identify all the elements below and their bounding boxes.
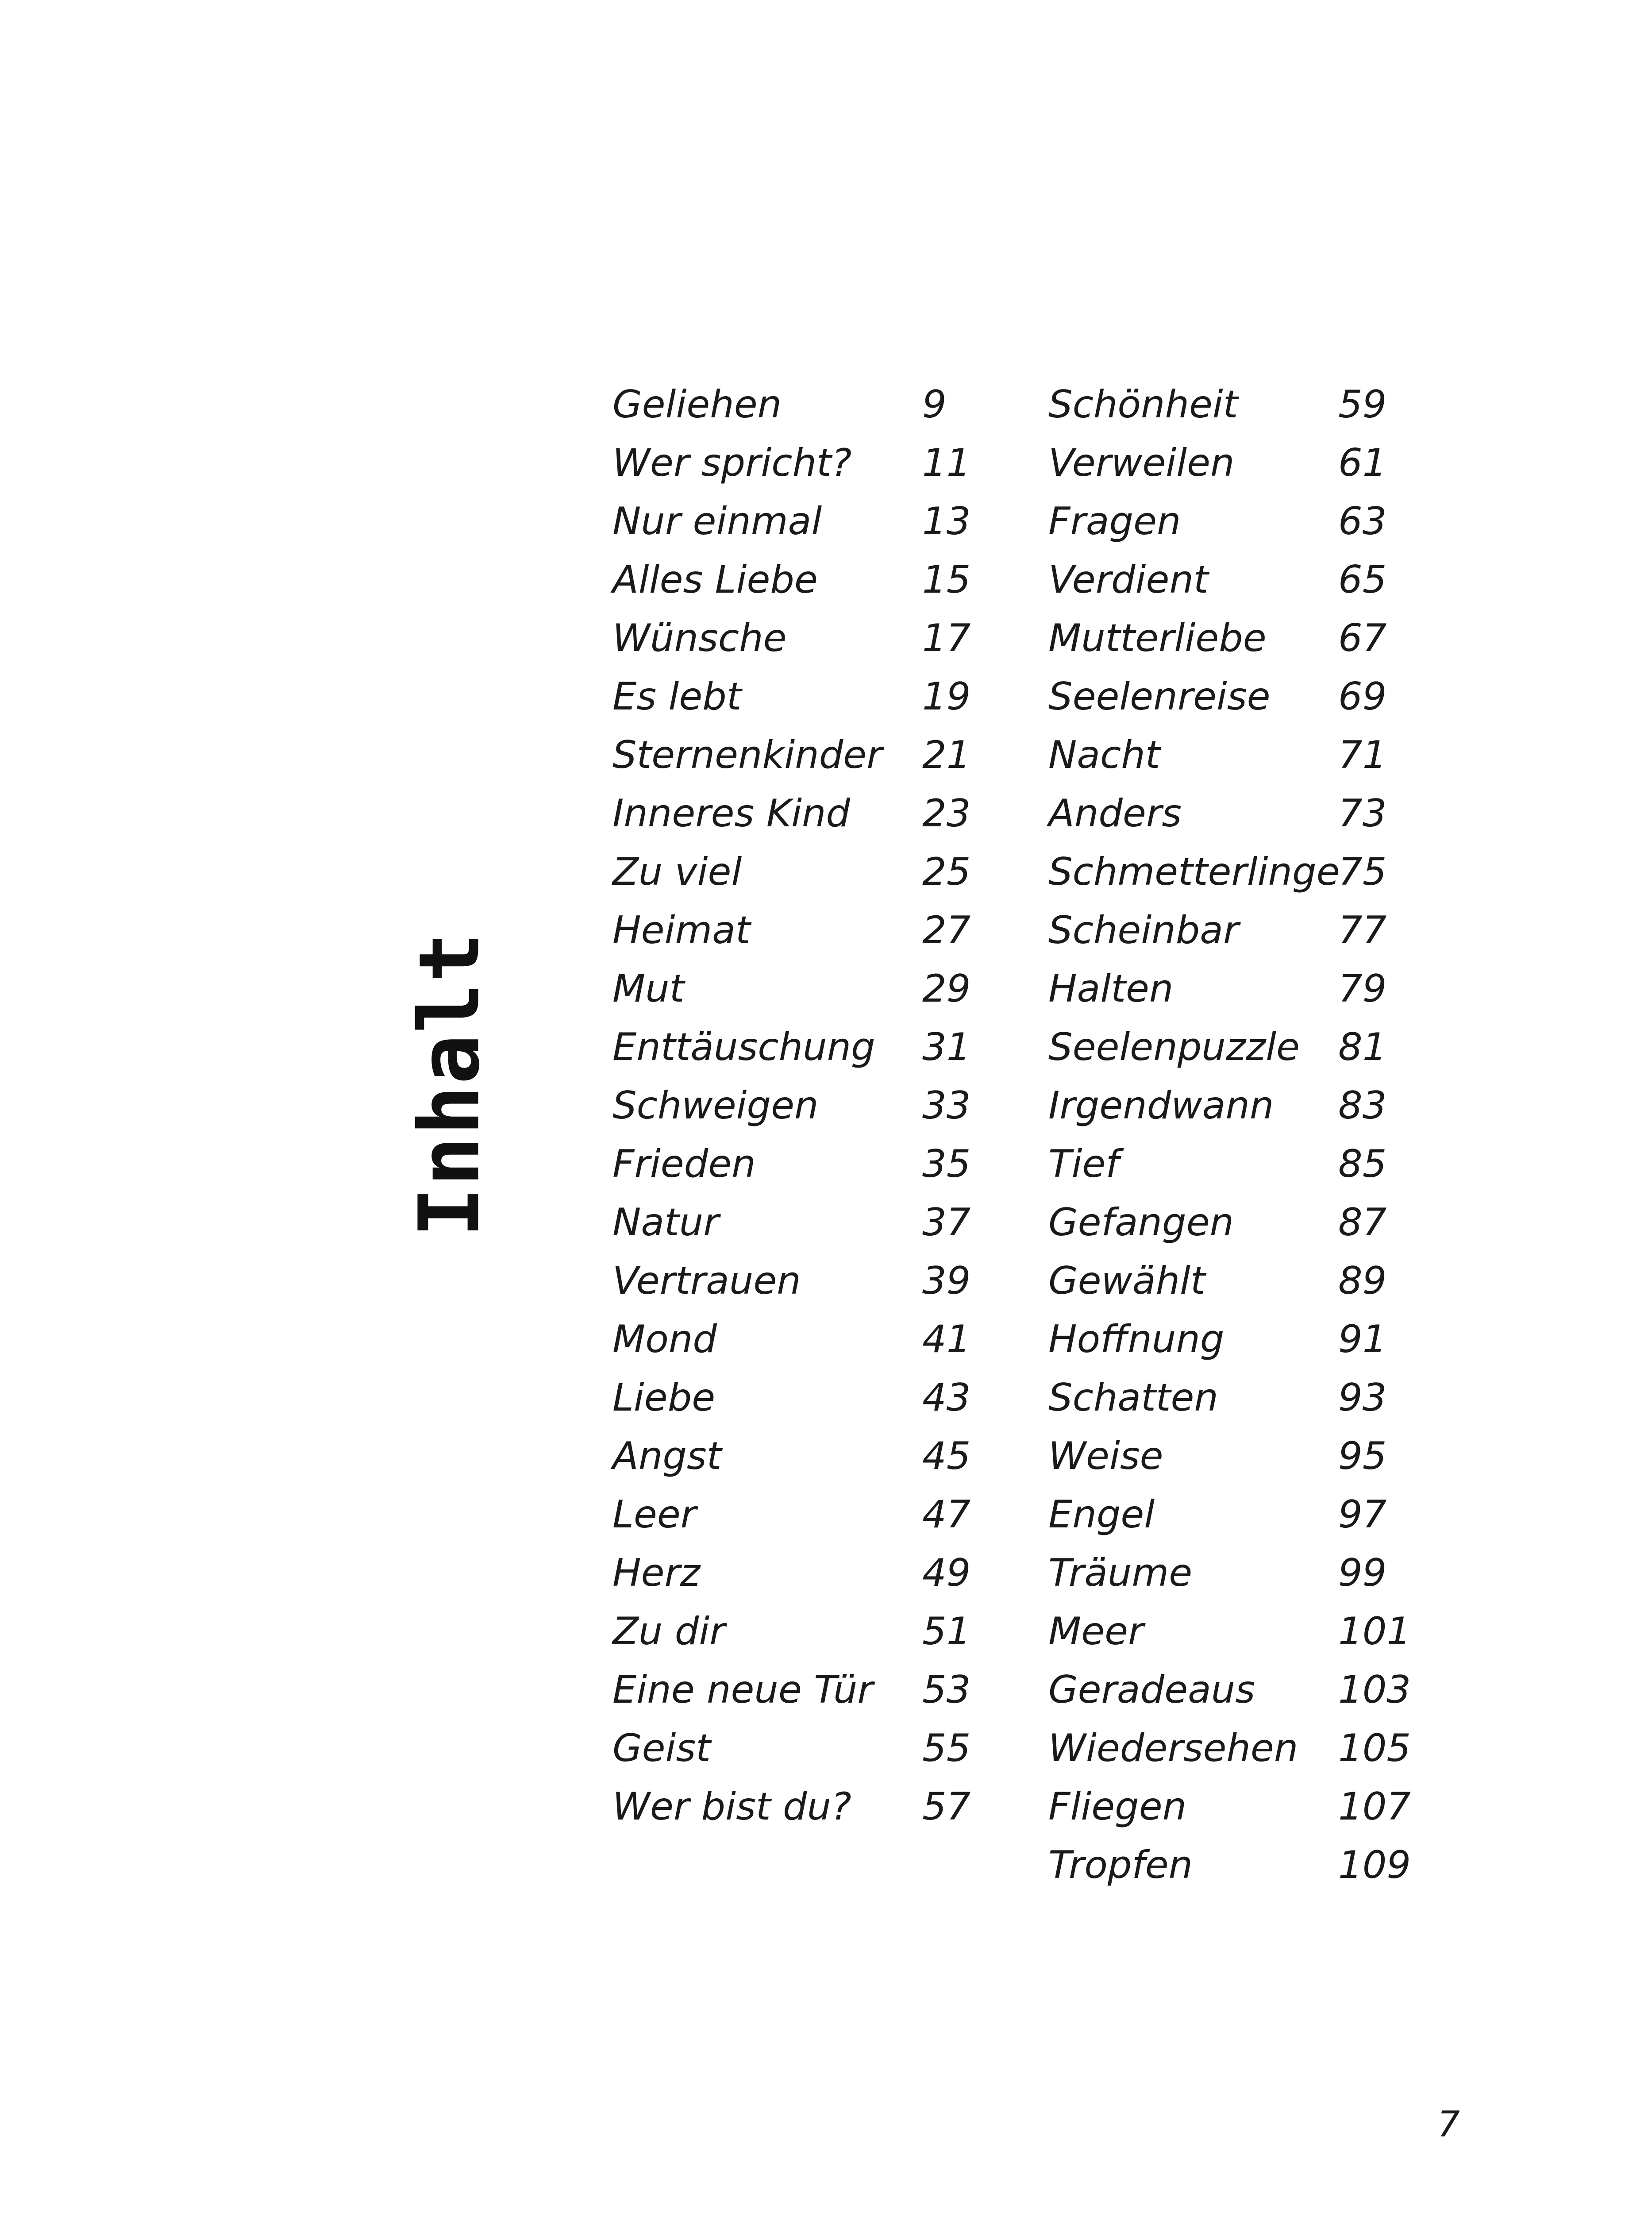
toc-entry-title: Anders bbox=[1048, 791, 1182, 836]
toc-entry-page: 55 bbox=[922, 1726, 971, 1770]
toc-entry bbox=[1048, 1485, 1447, 1544]
toc-entry-page: 17 bbox=[922, 616, 971, 660]
toc-entry-title: Schmetterlinge bbox=[1048, 850, 1340, 894]
toc-entry-title: Gewählt bbox=[1048, 1259, 1205, 1303]
toc-entry-title: Herz bbox=[612, 1551, 701, 1595]
toc-entry-page: 87 bbox=[1338, 1200, 1387, 1245]
toc-entry-page: 41 bbox=[922, 1317, 971, 1361]
toc-entry-page: 67 bbox=[1338, 616, 1387, 660]
toc-entry-title: Halten bbox=[1048, 967, 1174, 1011]
toc-entry-title: Schönheit bbox=[1048, 382, 1238, 427]
toc-entry-title: Enttäuschung bbox=[612, 1025, 875, 1069]
toc-entry-title: Fragen bbox=[1048, 499, 1181, 544]
toc-entry-title: Mond bbox=[612, 1317, 717, 1361]
toc-entry-page: 77 bbox=[1338, 908, 1387, 952]
toc-entry-page: 105 bbox=[1338, 1726, 1411, 1770]
toc-entry-page: 15 bbox=[922, 558, 971, 602]
toc-entry-page: 31 bbox=[922, 1025, 971, 1069]
toc-entry-title: Leer bbox=[612, 1492, 697, 1537]
toc-entry-page: 59 bbox=[1338, 382, 1387, 427]
toc-entry-title: Schweigen bbox=[612, 1083, 819, 1128]
toc-entry-page: 85 bbox=[1338, 1142, 1387, 1186]
toc-entry bbox=[612, 1369, 984, 1427]
toc-entry bbox=[1048, 1310, 1447, 1369]
toc-entry bbox=[612, 667, 984, 726]
toc-entry-page: 9 bbox=[922, 382, 947, 427]
toc-entry bbox=[612, 1252, 984, 1310]
toc-entry bbox=[612, 1076, 984, 1135]
toc-entry bbox=[612, 960, 984, 1018]
toc-entry-page: 37 bbox=[922, 1200, 971, 1245]
toc-entry-page: 57 bbox=[922, 1785, 971, 1829]
toc-entry-title: Sternenkinder bbox=[612, 733, 882, 777]
toc-entry bbox=[1048, 843, 1447, 901]
toc-entry bbox=[612, 843, 984, 901]
toc-entry-page: 73 bbox=[1338, 791, 1387, 836]
toc-entry-page: 53 bbox=[922, 1668, 971, 1712]
toc-entry bbox=[1048, 901, 1447, 960]
toc-entry bbox=[1048, 667, 1447, 726]
toc-entry-page: 63 bbox=[1338, 499, 1387, 544]
toc-entry-title: Angst bbox=[612, 1434, 722, 1478]
toc-entry-title: Tief bbox=[1048, 1142, 1119, 1186]
toc-entry-page: 79 bbox=[1338, 967, 1387, 1011]
toc-entry bbox=[1048, 1602, 1447, 1661]
toc-entry-page: 95 bbox=[1338, 1434, 1387, 1478]
toc-entry bbox=[1048, 1135, 1447, 1193]
toc-entry-title: Hoffnung bbox=[1048, 1317, 1225, 1361]
toc-entry bbox=[1048, 1777, 1447, 1836]
toc-entry bbox=[1048, 1369, 1447, 1427]
toc-entry-title: Seelenpuzzle bbox=[1048, 1025, 1300, 1069]
toc-entry-page: 45 bbox=[922, 1434, 971, 1478]
toc-entry-title: Vertrauen bbox=[612, 1259, 801, 1303]
toc-entry-title: Inneres Kind bbox=[612, 791, 851, 836]
toc-entry-title: Liebe bbox=[612, 1376, 716, 1420]
toc-entry bbox=[1048, 1193, 1447, 1252]
toc-entry-page: 103 bbox=[1338, 1668, 1411, 1712]
toc-entry-title: Wer spricht? bbox=[612, 441, 852, 485]
toc-entry bbox=[1048, 784, 1447, 843]
toc-entry bbox=[1048, 1076, 1447, 1135]
toc-entry bbox=[612, 1777, 984, 1836]
toc-entry bbox=[612, 1485, 984, 1544]
toc-entry-title: Heimat bbox=[612, 908, 751, 952]
toc-entry bbox=[612, 1544, 984, 1602]
toc-entry bbox=[1048, 1836, 1447, 1894]
toc-entry-page: 109 bbox=[1338, 1843, 1411, 1887]
toc-entry-page: 49 bbox=[922, 1551, 971, 1595]
toc-entry-title: Meer bbox=[1048, 1609, 1144, 1654]
toc-entry-title: Tropfen bbox=[1048, 1843, 1193, 1887]
toc-entry-title: Alles Liebe bbox=[612, 558, 818, 602]
toc-entry-title: Wiedersehen bbox=[1048, 1726, 1298, 1770]
toc-entry bbox=[612, 901, 984, 960]
toc-entry-page: 25 bbox=[922, 850, 971, 894]
toc-entry-page: 69 bbox=[1338, 675, 1387, 719]
toc-entry-page: 23 bbox=[922, 791, 971, 836]
toc-entry-title: Seelenreise bbox=[1048, 675, 1271, 719]
toc-entry bbox=[1048, 375, 1447, 434]
toc-entry-page: 13 bbox=[922, 499, 971, 544]
toc-entry bbox=[612, 609, 984, 667]
toc-entry bbox=[612, 1427, 984, 1485]
toc-entry-page: 11 bbox=[922, 441, 971, 485]
toc-entry-title: Es lebt bbox=[612, 675, 742, 719]
toc-entry-page: 81 bbox=[1338, 1025, 1387, 1069]
toc-entry bbox=[1048, 1252, 1447, 1310]
toc-entry bbox=[1048, 1661, 1447, 1719]
toc-entry-page: 43 bbox=[922, 1376, 971, 1420]
toc-entry-page: 71 bbox=[1338, 733, 1387, 777]
toc-entry bbox=[612, 1193, 984, 1252]
toc-entry-page: 93 bbox=[1338, 1376, 1387, 1420]
toc-entry-page: 75 bbox=[1338, 850, 1387, 894]
toc-entry-page: 39 bbox=[922, 1259, 971, 1303]
toc-entry-title: Mutterliebe bbox=[1048, 616, 1267, 660]
toc-entry-page: 97 bbox=[1338, 1492, 1387, 1537]
toc-entry-title: Irgendwann bbox=[1048, 1083, 1274, 1128]
toc-entry bbox=[1048, 609, 1447, 667]
toc-entry-title: Weise bbox=[1048, 1434, 1163, 1478]
toc-entry bbox=[1048, 1544, 1447, 1602]
toc-entry-title: Nur einmal bbox=[612, 499, 822, 544]
toc-entry-title: Gefangen bbox=[1048, 1200, 1234, 1245]
toc-entry bbox=[1048, 1719, 1447, 1777]
toc-entry bbox=[612, 1018, 984, 1076]
toc-entry-page: 65 bbox=[1338, 558, 1387, 602]
toc-entry bbox=[1048, 492, 1447, 551]
toc-entry bbox=[612, 1602, 984, 1661]
toc-entry bbox=[612, 1719, 984, 1777]
toc-entry-page: 35 bbox=[922, 1142, 971, 1186]
toc-entry-title: Geradeaus bbox=[1048, 1668, 1255, 1712]
toc-entry bbox=[1048, 1018, 1447, 1076]
toc-entry bbox=[1048, 960, 1447, 1018]
toc-entry bbox=[612, 726, 984, 784]
toc-entry-page: 27 bbox=[922, 908, 971, 952]
toc-entry-page: 29 bbox=[922, 967, 971, 1011]
toc-entry-title: Engel bbox=[1048, 1492, 1155, 1537]
page-number: 7 bbox=[1437, 2104, 1460, 2145]
toc-entry-page: 47 bbox=[922, 1492, 971, 1537]
toc-entry-page: 51 bbox=[922, 1609, 971, 1654]
toc-entry-page: 91 bbox=[1338, 1317, 1387, 1361]
toc-entry-title: Verdient bbox=[1048, 558, 1209, 602]
toc-entry-page: 33 bbox=[922, 1083, 971, 1128]
page-title: Inhalt bbox=[401, 931, 498, 1238]
toc-entry bbox=[612, 1135, 984, 1193]
toc-entry-page: 101 bbox=[1338, 1609, 1411, 1654]
toc-entry-title: Wer bist du? bbox=[612, 1785, 851, 1829]
toc-entry-title: Wünsche bbox=[612, 616, 787, 660]
toc-entry bbox=[1048, 726, 1447, 784]
toc-entry-title: Geliehen bbox=[612, 382, 782, 427]
toc-column-right bbox=[1048, 375, 1447, 1894]
toc-entry-title: Zu dir bbox=[612, 1609, 725, 1654]
toc-entry-title: Verweilen bbox=[1048, 441, 1235, 485]
toc-entry bbox=[612, 1661, 984, 1719]
toc-entry bbox=[612, 375, 984, 434]
toc-entry-page: 21 bbox=[922, 733, 971, 777]
toc-entry-page: 83 bbox=[1338, 1083, 1387, 1128]
toc-entry-title: Scheinbar bbox=[1048, 908, 1239, 952]
toc-entry-title: Schatten bbox=[1048, 1376, 1218, 1420]
toc-entry bbox=[1048, 551, 1447, 609]
toc-entry-title: Träume bbox=[1048, 1551, 1193, 1595]
toc-entry bbox=[612, 551, 984, 609]
toc-entry-title: Natur bbox=[612, 1200, 719, 1245]
toc-entry bbox=[1048, 1427, 1447, 1485]
toc-entry bbox=[612, 1310, 984, 1369]
toc-entry-page: 89 bbox=[1338, 1259, 1387, 1303]
toc-entry-title: Zu viel bbox=[612, 850, 742, 894]
toc-entry bbox=[612, 492, 984, 551]
toc-entry-title: Mut bbox=[612, 967, 685, 1011]
toc-entry-title: Geist bbox=[612, 1726, 711, 1770]
toc-entry-title: Nacht bbox=[1048, 733, 1160, 777]
toc-entry-title: Frieden bbox=[612, 1142, 756, 1186]
toc-entry-title: Eine neue Tür bbox=[612, 1668, 873, 1712]
toc-entry-page: 99 bbox=[1338, 1551, 1387, 1595]
toc-entry bbox=[1048, 434, 1447, 492]
toc-entry bbox=[612, 784, 984, 843]
toc-entry-page: 61 bbox=[1338, 441, 1387, 485]
toc-entry-page: 19 bbox=[922, 675, 971, 719]
toc-entry bbox=[612, 434, 984, 492]
toc-entry-title: Fliegen bbox=[1048, 1785, 1187, 1829]
toc-column-left bbox=[612, 375, 984, 1836]
toc-entry-page: 107 bbox=[1338, 1785, 1411, 1829]
